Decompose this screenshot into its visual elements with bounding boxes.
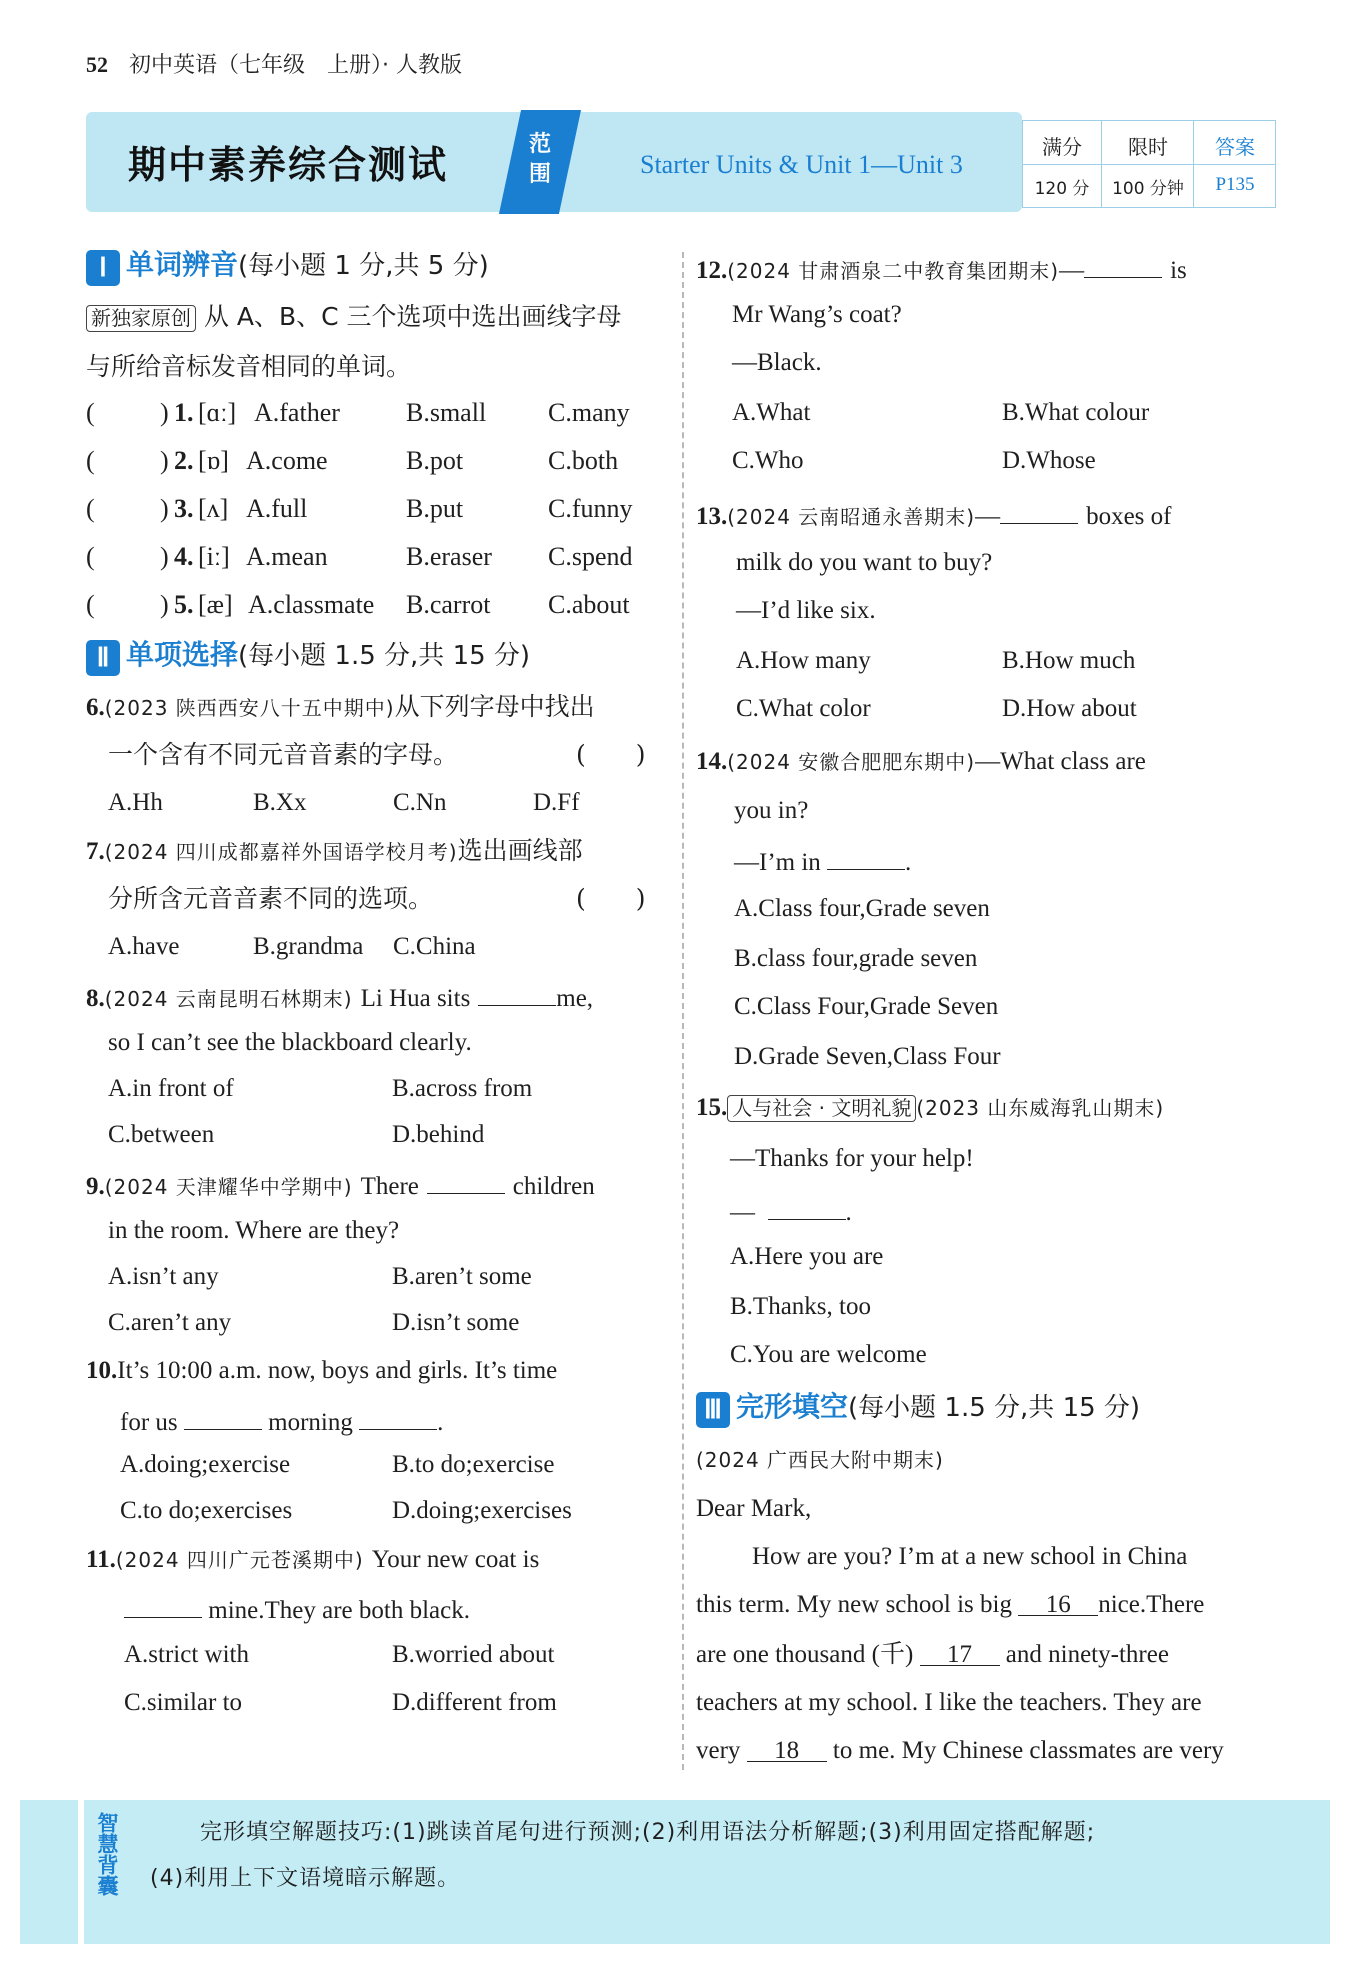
section-3-source: (2024 广西民大附中期末): [696, 1448, 944, 1472]
test-title: 期中素养综合测试: [128, 143, 449, 187]
question-12-line-2: Mr Wang’s coat?: [732, 301, 902, 328]
tip-side-label: 智慧背囊: [95, 1812, 119, 1896]
question-14-option: C.Class Four,Grade Seven: [734, 993, 999, 1020]
question-13: 13.(2024 云南昭通永善期末)— boxes of: [696, 498, 1171, 532]
question-14-option: D.Grade Seven,Class Four: [734, 1043, 1001, 1070]
instruction-line-1: 从 A、B、C 三个选项中选出画线字母: [203, 302, 622, 331]
section-3-note: (每小题 1.5 分,共 15 分): [848, 1393, 1141, 1423]
tip-divider: [78, 1800, 84, 1944]
section-1-title: 单词辨音: [126, 248, 239, 281]
passage-line: How are you? I’m at a new school in China: [752, 1543, 1188, 1570]
phonetic-item: ( ) 2. [ɒ] A.come B.pot C.both: [86, 446, 619, 475]
question-15-line-3: — .: [730, 1194, 852, 1228]
score-label: 满分: [1042, 135, 1082, 159]
section-2-number: Ⅱ: [86, 640, 120, 676]
blank-18[interactable]: 18: [747, 1736, 827, 1762]
section-1-note: (每小题 1 分,共 5 分): [238, 251, 489, 281]
page-number: 52: [86, 52, 108, 77]
tip-line-1: 完形填空解题技巧:(1)跳读首尾句进行预测;(2)利用语法分析解题;(3)利用固定搭配解题;: [200, 1820, 1096, 1845]
question-11-line-2: mine.They are both black.: [124, 1592, 470, 1626]
passage-line: very 18 to me. My Chinese classmates are very: [696, 1737, 1224, 1764]
phonetic-item: ( ) 3. [ʌ] A.full B.put C.funny: [86, 494, 633, 523]
time-label: 限时: [1128, 135, 1168, 159]
question-14-line-2: you in?: [734, 797, 809, 824]
theme-tag: 人与社会 · 文明礼貌: [727, 1095, 916, 1122]
tip-line-2: (4)利用上下文语境暗示解题。: [150, 1866, 461, 1891]
question-9: 9.(2024 天津耀华中学期中) There children: [86, 1168, 595, 1202]
question-8: 8.(2024 云南昆明石林期末) Li Hua sits me,: [86, 980, 593, 1014]
answer-paren: ( ): [576, 740, 646, 769]
original-tag: 新独家原创: [86, 305, 196, 332]
blank-16[interactable]: 16: [1018, 1590, 1098, 1616]
book-title: 初中英语（七年级 上册）· 人教版: [129, 53, 462, 78]
section-1-number: Ⅰ: [86, 250, 120, 286]
question-15-line-2: —Thanks for your help!: [730, 1145, 974, 1172]
question-11: 11.(2024 四川广元苍溪期中) Your new coat is: [86, 1546, 540, 1573]
section-3-number: Ⅲ: [696, 1392, 730, 1428]
instruction-line-2: 与所给音标发音相同的单词。: [86, 352, 412, 381]
question-14-option: A.Class four,Grade seven: [734, 895, 990, 922]
question-14-line-3: —I’m in .: [734, 844, 911, 878]
question-10: 10.It’s 10:00 a.m. now, boys and girls. It’s time: [86, 1357, 558, 1384]
question-9-line-2: in the room. Where are they?: [108, 1217, 400, 1244]
question-15-option: C.You are welcome: [730, 1341, 927, 1368]
question-14-option: B.class four,grade seven: [734, 945, 978, 972]
phonetic-item: ( ) 1. [ɑː] A.father B.small C.many: [86, 398, 630, 427]
question-15: 15. 人与社会 · 文明礼貌 (2023 山东威海乳山期末): [696, 1094, 1165, 1121]
page-header: [86, 52, 462, 79]
scope-text: Starter Units & Unit 1—Unit 3: [640, 150, 963, 179]
phonetic-item: ( ) 5. [æ] A.classmate B.carrot C.about: [86, 590, 630, 619]
answer-paren: ( ): [576, 884, 646, 913]
time-value: 100 分钟: [1112, 179, 1184, 199]
passage-line: teachers at my school. I like the teachers. They are: [696, 1689, 1202, 1716]
phonetic-list: [86, 398, 666, 638]
answer-page: P135: [1215, 174, 1255, 195]
question-13-line-3: —I’d like six.: [736, 597, 876, 624]
question-12-line-3: —Black.: [732, 349, 822, 376]
question-6: 6.(2023 陕西西安八十五中期中)从下列字母中找出: [86, 692, 595, 721]
section-2-heading: [86, 638, 530, 676]
question-13-line-2: milk do you want to buy?: [736, 549, 993, 576]
phonetic-item: ( ) 4. [iː] A.mean B.eraser C.spend: [86, 542, 633, 571]
blank-17[interactable]: 17: [920, 1640, 1000, 1666]
letter-greeting: Dear Mark,: [696, 1495, 812, 1522]
scope-label: 范围: [528, 132, 551, 187]
section-2-title: 单项选择: [126, 638, 239, 671]
section-3-heading: [696, 1390, 1140, 1428]
score-value: 120 分: [1034, 179, 1090, 199]
question-6-line-2: 一个含有不同元音音素的字母。: [108, 740, 459, 769]
answer-label: 答案: [1215, 135, 1255, 159]
question-12: 12.(2024 甘肃酒泉二中教育集团期末)— is: [696, 252, 1187, 286]
question-15-option: B.Thanks, too: [730, 1293, 871, 1320]
section-3-title: 完形填空: [736, 1390, 849, 1423]
question-7: 7.(2024 四川成都嘉祥外国语学校月考)选出画线部: [86, 836, 583, 865]
section-2-note: (每小题 1.5 分,共 15 分): [238, 641, 531, 671]
passage-line: this term. My new school is big 16 nice.There: [696, 1591, 1205, 1618]
passage-line: are one thousand (千) 17 and ninety-three: [696, 1641, 1169, 1668]
question-10-line-2: for us morning .: [120, 1404, 443, 1438]
question-8-line-2: so I can’t see the blackboard clearly.: [108, 1029, 472, 1056]
section-1-instruction: [86, 302, 622, 332]
question-7-line-2: 分所含元音音素不同的选项。: [108, 884, 434, 913]
question-15-option: A.Here you are: [730, 1243, 884, 1270]
question-14: 14.(2024 安徽合肥肥东期中)—What class are: [696, 748, 1146, 775]
score-box: [1022, 120, 1276, 208]
section-1-heading: [86, 248, 489, 286]
column-divider: [682, 252, 684, 1770]
